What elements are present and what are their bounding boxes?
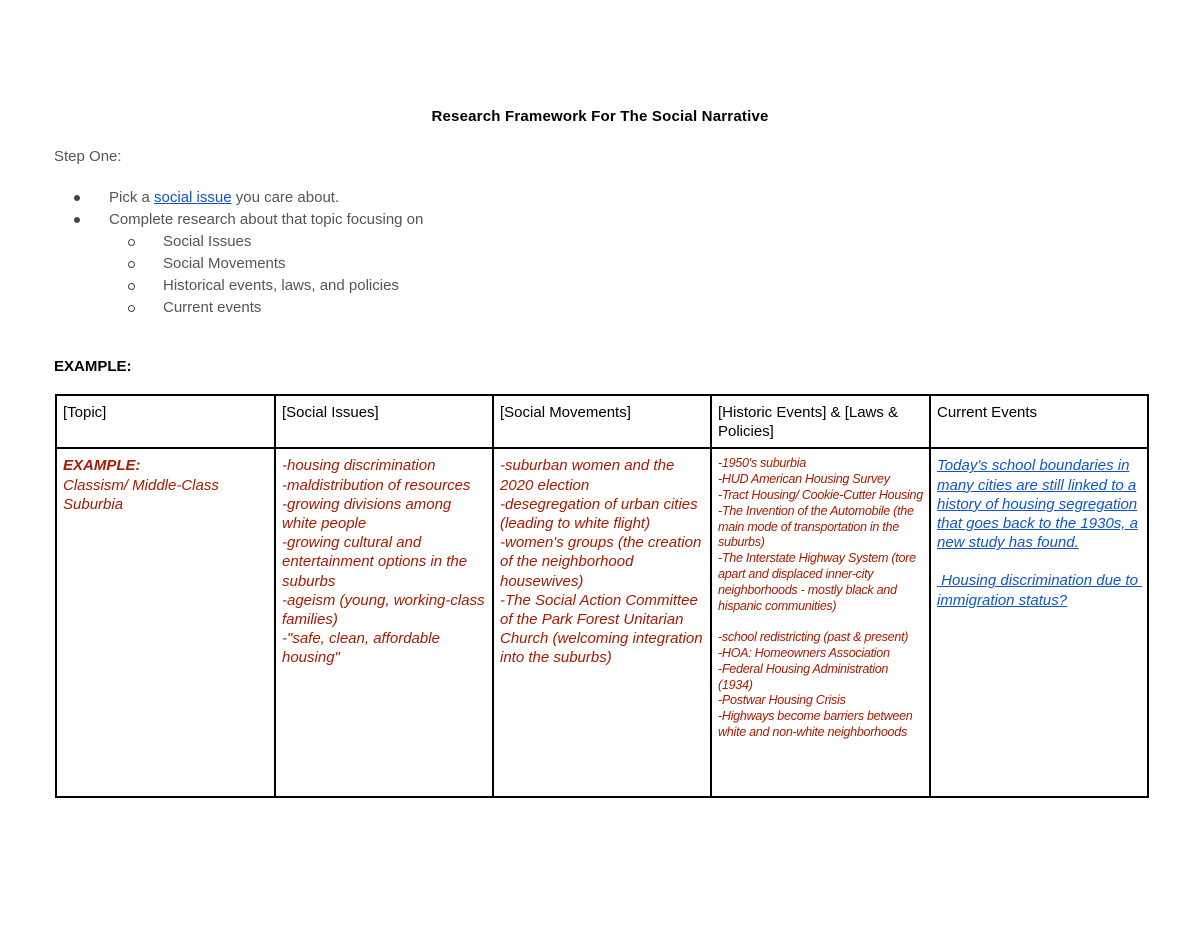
blank-line	[937, 552, 1141, 571]
header-social-issues: [Social Issues]	[275, 395, 493, 448]
list-item: -Federal Housing Administration (1934)	[718, 661, 889, 692]
list-item: -housing discrimination	[282, 457, 436, 475]
historic-events-cell	[711, 448, 930, 797]
step-label: Step One:	[54, 148, 122, 165]
circle-bullet-icon	[128, 283, 135, 290]
list-item: -Tract Housing/ Cookie-Cutter Housing	[718, 488, 923, 502]
list-item: -growing divisions among white people	[282, 495, 452, 533]
header-current-events: Current Events	[930, 395, 1148, 448]
table-row	[56, 448, 1148, 797]
list-item: -The Invention of the Automobile (the main mode of transportation in the suburbs)	[718, 503, 914, 550]
school-boundaries-link[interactable]: Today's school boundaries in many cities are still linked to a history of housing segregation that goes back to the 1930s, a new study has found.	[937, 457, 1138, 552]
list-item: -HOA: Homeowners Association	[718, 645, 890, 660]
topic-text: Classism/ Middle-Class Suburbia	[63, 476, 219, 513]
current-events-cell	[930, 448, 1148, 797]
list-item: -desegregation of urban cities (leading to white flight)	[500, 495, 698, 533]
list-item: -maldistribution of resources	[282, 476, 471, 494]
list-item: -women's groups (the creation of the neighborhood housewives)	[500, 534, 702, 590]
list-item: -growing cultural and entertainment options in the suburbs	[282, 534, 468, 590]
housing-discrimination-link[interactable]: Housing discrimination due to immigration status?	[937, 572, 1143, 609]
header-topic: [Topic]	[56, 395, 275, 448]
page-title: Research Framework For The Social Narrative	[431, 108, 769, 125]
circle-bullet-icon	[128, 239, 135, 246]
list-item: -suburban women and the 2020 election	[500, 457, 675, 494]
topic-cell	[56, 448, 275, 797]
list-item: -ageism (young, working-class families)	[282, 591, 485, 629]
circle-bullet-icon	[128, 261, 135, 268]
social-issue-link[interactable]: social issue	[154, 189, 232, 206]
sub-bullet-text: Current events	[163, 299, 262, 316]
bullet-dot-icon	[74, 217, 80, 223]
list-item: -1950's suburbia	[718, 456, 806, 471]
example-heading: EXAMPLE:	[54, 358, 132, 375]
list-item: -"safe, clean, affordable housing"	[282, 630, 440, 667]
list-item: -The Social Action Committee of the Park Forest Unitarian Church (welcoming integration into the suburbs)	[500, 591, 703, 667]
bullet-text: Complete research about that topic focusing on	[109, 211, 424, 228]
list-item: -school redistricting (past & present)	[718, 630, 909, 645]
header-social-movements: [Social Movements]	[493, 395, 711, 448]
sub-bullet-text: Social Issues	[163, 233, 252, 250]
list-item: -Highways become barriers between white and non-white neighborhoods	[718, 709, 913, 739]
social-issues-cell	[275, 448, 493, 797]
list-item: -HUD American Housing Survey	[718, 472, 890, 487]
list-item: -Postwar Housing Crisis	[718, 693, 846, 708]
table-header-row	[56, 395, 1148, 448]
bullet-prefix: Pick a	[109, 189, 155, 206]
list-item: -The Interstate Highway System (tore apart and displaced inner-city neighborhoods - mostly black and hispanic communities)	[718, 551, 916, 613]
bullet-suffix: you care about.	[231, 189, 340, 206]
blank-line	[718, 614, 923, 630]
header-historic-events: [Historic Events] & [Laws & Policies]	[711, 395, 930, 448]
bullet-dot-icon	[74, 195, 80, 201]
example-label: EXAMPLE:	[63, 457, 141, 475]
bullet-text	[109, 188, 339, 208]
social-movements-cell	[493, 448, 711, 797]
sub-bullet-text: Social Movements	[163, 255, 286, 272]
research-framework-table	[55, 394, 1149, 798]
circle-bullet-icon	[128, 305, 135, 312]
sub-bullet-text: Historical events, laws, and policies	[163, 277, 399, 294]
